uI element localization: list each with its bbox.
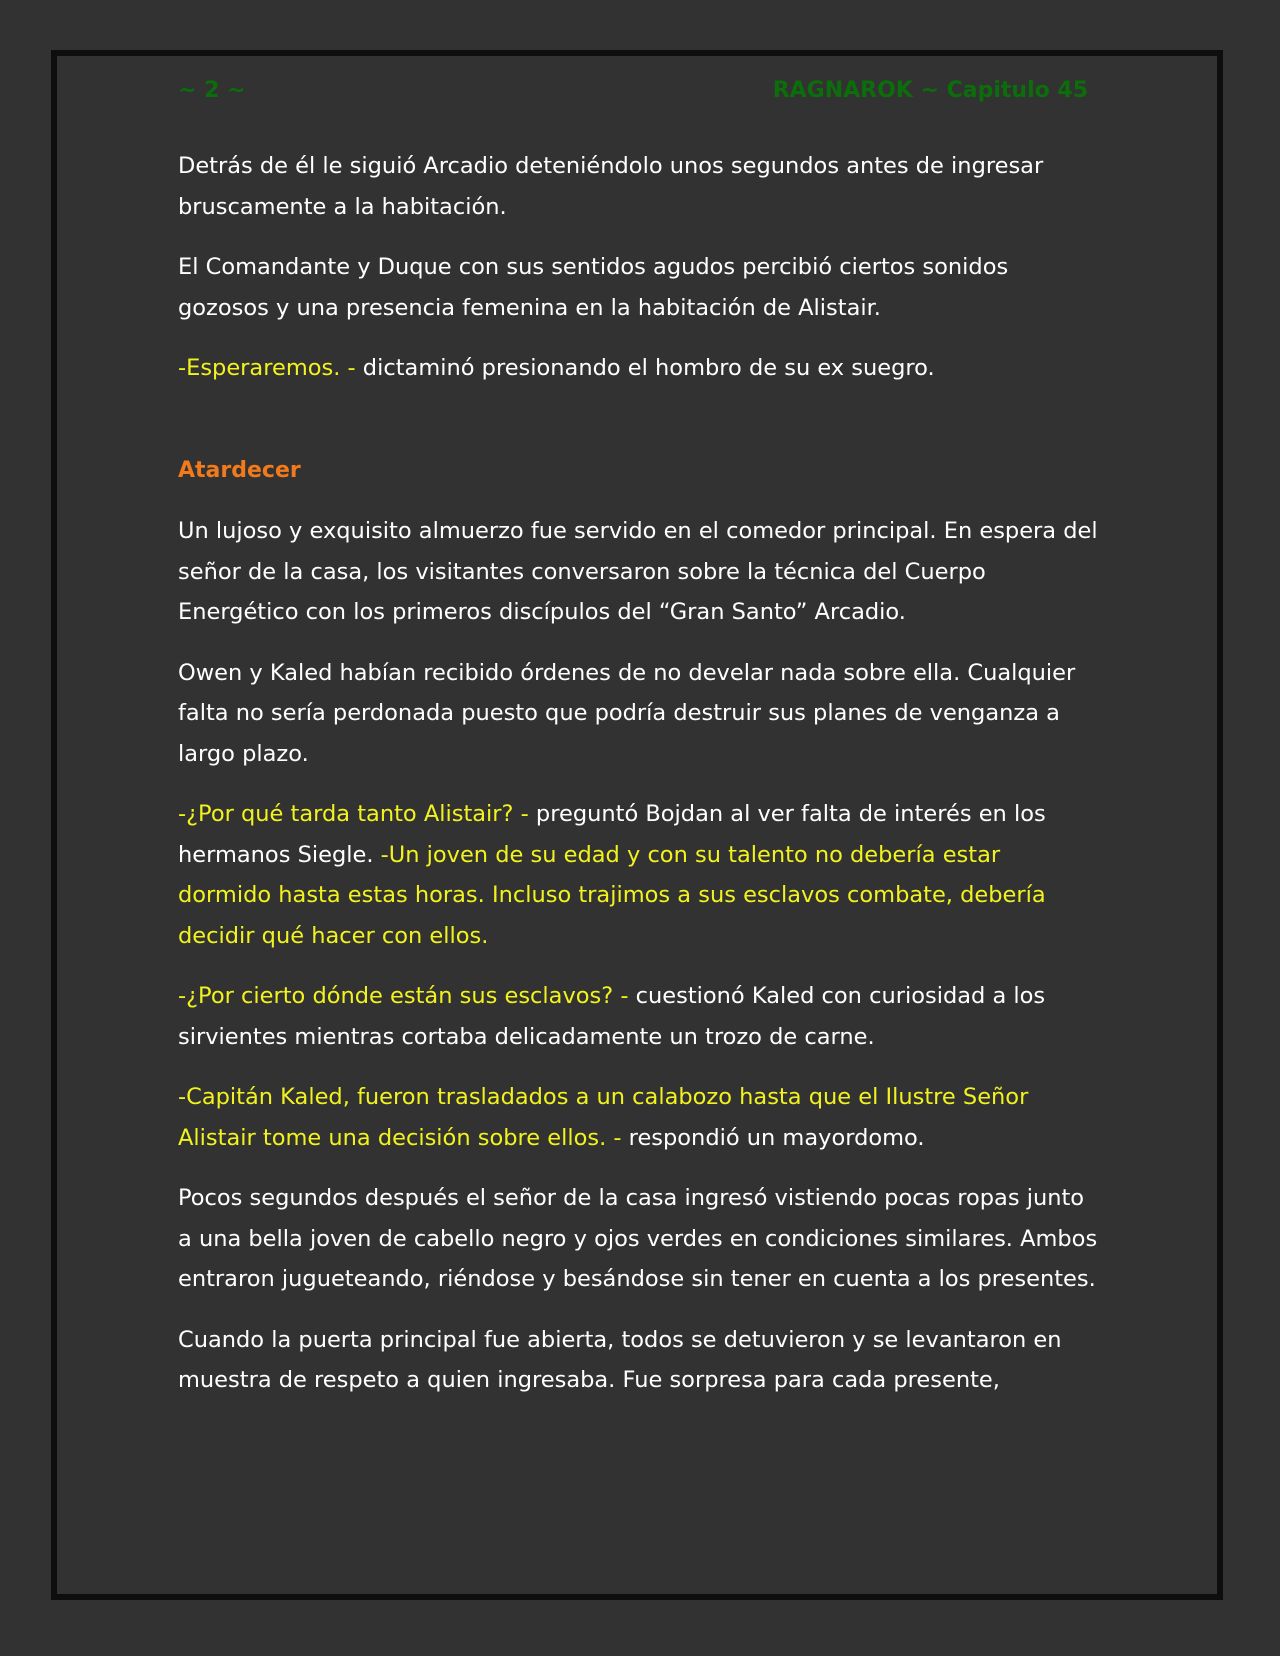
paragraph: Cuando la puerta principal fue abierta, todos se detuvieron y se levantaron en muestra de respeto a quien ingresaba. Fue sorpresa para cada presente, (178, 1326, 1062, 1393)
paragraph: Un lujoso y exquisito almuerzo fue servido en el comedor principal. En espera del señor de la casa, los visitantes conversaron sobre la técnica del Cuerpo Energético con los primeros discípulos del “Gran Santo” Arcadio. (178, 518, 1098, 625)
paragraph: Pocos segundos después el señor de la casa ingresó vistiendo pocas ropas junto a una bella joven de cabello negro y ojos verdes en condiciones similares. Ambos entraron jugueteando, riéndose y besándose sin tener en cuenta a los presentes. (178, 1185, 1098, 1292)
paragraph (178, 794, 1098, 956)
narration: preguntó Bojdan al ver falta de interés en los hermanos Siegle. (178, 801, 1046, 868)
dialogue-line: -¿Por qué tarda tanto Alistair? - (178, 801, 529, 827)
paragraph: El Comandante y Duque con sus sentidos agudos percibió ciertos sonidos gozosos y una presencia femenina en la habitación de Alistair. (178, 254, 1009, 321)
narration: dictaminó presionando el hombro de su ex suegro. (355, 355, 935, 381)
paragraph (178, 348, 1098, 389)
dialogue-line: -Esperaremos. - (178, 355, 356, 381)
paragraph: Detrás de él le siguió Arcadio deteniéndolo unos segundos antes de ingresar bruscamente a la habitación. (178, 153, 1044, 220)
section-heading: Atardecer (178, 457, 301, 483)
dialogue-line: -Un joven de su edad y con su talento no debería estar dormido hasta estas horas. Incluso trajimos a sus esclavos combate, debería decidir qué hacer con ellos. (178, 841, 1046, 949)
dialogue-line: -¿Por cierto dónde están sus esclavos? - (178, 983, 629, 1009)
page-number: ~ 2 ~ (178, 78, 246, 103)
page-header (178, 78, 1088, 108)
narration: respondió un mayordomo. (621, 1124, 925, 1151)
paragraph (178, 976, 1098, 1057)
chapter-body (178, 146, 1098, 1421)
running-title: RAGNAROK ~ Capitulo 45 (772, 78, 1088, 103)
dialogue-line: -Capitán Kaled, fueron trasladados a un calabozo hasta que el Ilustre Señor Alistair tome una decisión sobre ellos. - (178, 1084, 1029, 1151)
narration: cuestionó Kaled con curiosidad a los sirvientes mientras cortaba delicadamente un trozo de carne. (178, 983, 1046, 1050)
paragraph (178, 1077, 1098, 1158)
paragraph: Owen y Kaled habían recibido órdenes de no develar nada sobre ella. Cualquier falta no sería perdonada puesto que podría destruir sus planes de venganza a largo plazo. (178, 659, 1076, 767)
